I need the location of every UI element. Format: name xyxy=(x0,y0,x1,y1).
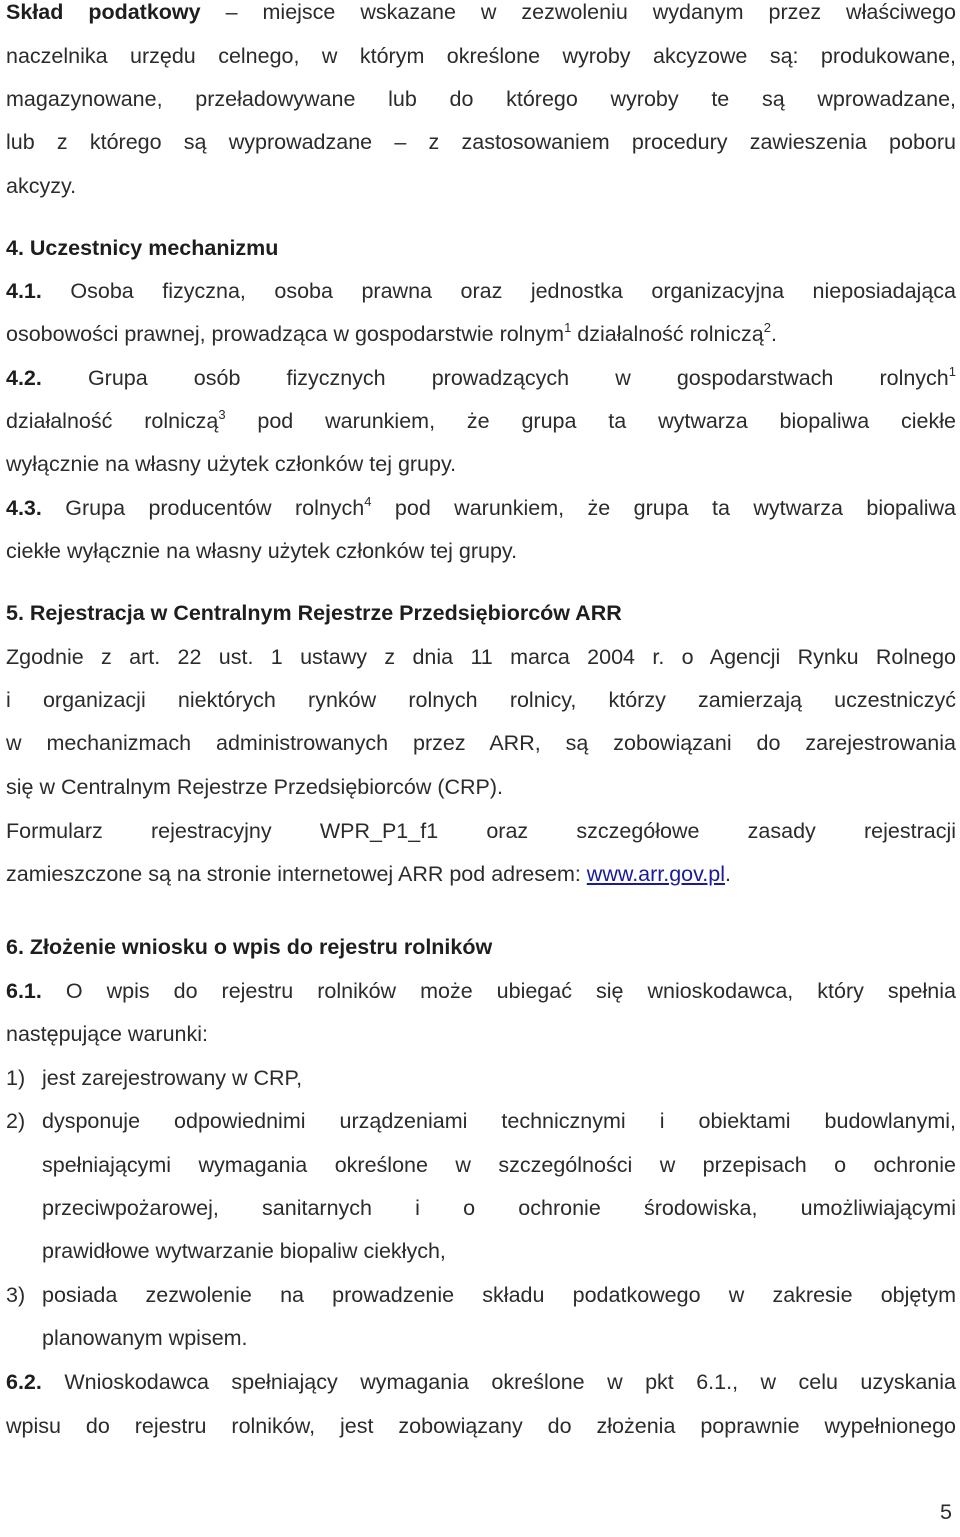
sklad-text: – miejsce wskazane w zezwoleniu wydanym przez właściwego xyxy=(200,0,956,24)
arr-website-link[interactable]: www.arr.gov.pl xyxy=(586,862,726,886)
sklad-term: Skład podatkowy xyxy=(6,0,201,24)
p5-period: . xyxy=(725,862,731,886)
footnote-ref-1: 1 xyxy=(564,320,572,335)
p42-number: 4.2. xyxy=(6,366,42,390)
sklad-line-1 xyxy=(6,0,956,27)
p61-number: 6.1. xyxy=(6,979,42,1003)
p43-number: 4.3. xyxy=(6,496,42,520)
p41-line-1 xyxy=(6,276,956,306)
p41-text-a: osobowości prawnej, prowadząca w gospodarstwie rolnym xyxy=(6,322,565,346)
p42-text-b: pod warunkiem, że grupa ta wytwarza biopaliwa ciekłe xyxy=(225,409,956,433)
p61-line-1 xyxy=(6,976,956,1006)
p62-line-1 xyxy=(6,1367,956,1397)
footnote-ref-4: 4 xyxy=(364,494,372,509)
p5-line-6 xyxy=(6,859,956,889)
list-item-2-line-3: przeciwpożarowej, sanitarnych i o ochronie środowiska, umożliwiającymi xyxy=(42,1196,956,1220)
footnote-ref-2: 2 xyxy=(763,320,771,335)
p62-text: Wnioskodawca spełniający wymagania określone w pkt 6.1., w celu uzyskania xyxy=(41,1370,956,1394)
p5-text: zamieszczone są na stronie internetowej ARR pod adresem: xyxy=(6,862,587,886)
p43-text-a: Grupa producentów rolnych xyxy=(41,496,365,520)
list-item-3-line-1: posiada zezwolenie na prowadzenie składu podatkowego w zakresie objętym xyxy=(42,1283,956,1307)
p43-text-b: pod warunkiem, że grupa ta wytwarza biopaliwa xyxy=(371,496,956,520)
p43-line-1 xyxy=(6,493,956,523)
section-5-heading: 5. Rejestracja w Centralnym Rejestrze Przedsiębiorców ARR xyxy=(6,601,622,625)
list-item-2-label: 2) xyxy=(6,1109,26,1133)
p62-number: 6.2. xyxy=(6,1370,42,1394)
list-item-2-line-1: dysponuje odpowiednimi urządzeniami technicznymi i obiektami budowlanymi, xyxy=(42,1109,956,1133)
footnote-ref-3: 3 xyxy=(218,407,226,422)
list-item-2-line-4: prawidłowe wytwarzanie biopaliw ciekłych, xyxy=(42,1239,446,1263)
p42-line-2 xyxy=(6,406,956,436)
list-item-2-line-2: spełniającymi wymagania określone w szczególności w przepisach o ochronie xyxy=(42,1153,956,1177)
p43-line-2: ciekłe wyłącznie na własny użytek członków tej grupy. xyxy=(6,539,518,563)
p41-text-c: . xyxy=(770,322,777,346)
sklad-line-3: magazynowane, przeładowywane lub do którego wyroby te są wprowadzane, xyxy=(6,87,956,111)
p5-line-1: Zgodnie z art. 22 ust. 1 ustawy z dnia 11 marca 2004 r. o Agencji Rynku Rolnego xyxy=(6,645,956,669)
page-number: 5 xyxy=(940,1500,952,1524)
p41-number: 4.1. xyxy=(6,279,42,303)
list-item-1-line-1: jest zarejestrowany w CRP, xyxy=(42,1066,303,1090)
p41-text-b: działalność rolniczą xyxy=(571,322,764,346)
footnote-ref-1b: 1 xyxy=(948,364,956,379)
list-item-3-line-2: planowanym wpisem. xyxy=(42,1326,248,1350)
p5-line-2: i organizacji niektórych rynków rolnych rolnicy, którzy zamierzają uczestniczyć xyxy=(6,688,956,712)
section-6-heading: 6. Złożenie wniosku o wpis do rejestru rolników xyxy=(6,935,493,959)
p42-text-a: działalność rolniczą xyxy=(6,409,219,433)
p5-line-4: się w Centralnym Rejestrze Przedsiębiorców (CRP). xyxy=(6,775,504,799)
sklad-line-2: naczelnika urzędu celnego, w którym określone wyroby akcyzowe są: produkowane, xyxy=(6,44,956,68)
p5-line-3: w mechanizmach administrowanych przez ARR, są zobowiązani do zarejestrowania xyxy=(6,731,956,755)
p42-line-1 xyxy=(6,363,956,393)
p61-text: O wpis do rejestru rolników może ubiegać się wnioskodawca, który spełnia xyxy=(41,979,956,1003)
list-item-1-label: 1) xyxy=(6,1066,26,1090)
p62-line-2: wpisu do rejestru rolników, jest zobowiązany do złożenia poprawnie wypełnionego xyxy=(6,1414,956,1438)
list-item-3-label: 3) xyxy=(6,1283,26,1307)
p61-line-2: następujące warunki: xyxy=(6,1022,208,1046)
p42-text: Grupa osób fizycznych prowadzących w gospodarstwach rolnych xyxy=(41,366,949,390)
p41-text: Osoba fizyczna, osoba prawna oraz jednostka organizacyjna nieposiadająca xyxy=(41,279,956,303)
sklad-line-5: akcyzy. xyxy=(6,174,77,198)
p42-line-3: wyłącznie na własny użytek członków tej grupy. xyxy=(6,452,457,476)
p5-line-5: Formularz rejestracyjny WPR_P1_f1 oraz szczegółowe zasady rejestracji xyxy=(6,819,956,843)
p41-line-2 xyxy=(6,319,956,349)
section-4-heading: 4. Uczestnicy mechanizmu xyxy=(6,236,279,260)
sklad-line-4: lub z którego są wyprowadzane – z zastosowaniem procedury zawieszenia poboru xyxy=(6,130,956,154)
